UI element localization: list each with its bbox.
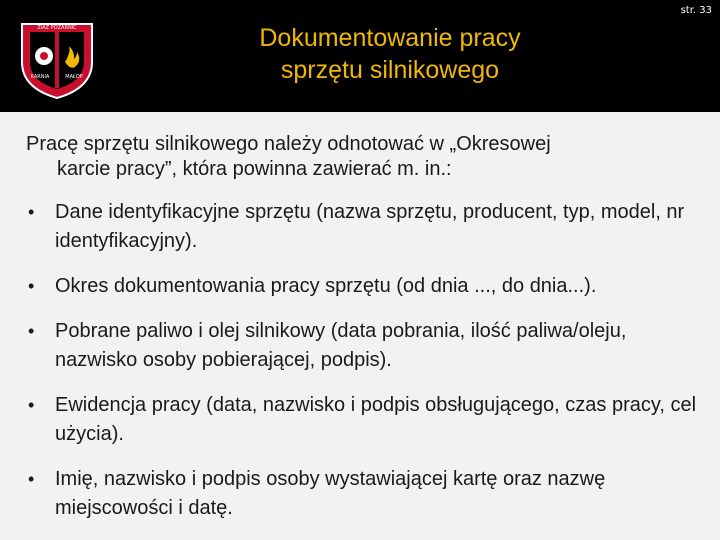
intro-paragraph <box>26 132 704 182</box>
bullet-icon: • <box>28 276 35 296</box>
bullet-icon: • <box>28 395 35 415</box>
bullet-list <box>28 198 708 539</box>
svg-text:MAŁOP: MAŁOP <box>65 74 83 80</box>
intro-line-2: karcie pracy”, która powinna zawierać m. in.: <box>57 158 452 180</box>
list-item: • Dane identyfikacyjne sprzętu (nazwa sprzętu, producent, typ, model, nr identyfikacyjny). <box>28 198 708 256</box>
svg-text:KARNIA: KARNIA <box>30 74 50 80</box>
fire-brigade-emblem-icon <box>16 18 98 100</box>
list-item: • Ewidencja pracy (data, nazwisko i podpis obsługującego, czas pracy, cel użycia). <box>28 391 708 449</box>
bullet-icon: • <box>28 321 35 341</box>
svg-text:ZIAZ POŻARNIC: ZIAZ POŻARNIC <box>37 25 77 31</box>
bullet-icon: • <box>28 469 35 489</box>
slide-title <box>210 22 570 86</box>
title-line-1: Dokumentowanie pracy <box>259 24 521 52</box>
page-number: str. 33 <box>680 5 712 16</box>
list-item: • Imię, nazwisko i podpis osoby wystawiającej kartę oraz nazwę miejscowości i datę. <box>28 465 708 523</box>
intro-line-1: Pracę sprzętu silnikowego należy odnotować w „Okresowej <box>26 133 551 155</box>
list-item: • Okres dokumentowania pracy sprzętu (od dnia ..., do dnia...). <box>28 272 708 301</box>
header-bar <box>0 0 720 112</box>
list-item: • Pobrane paliwo i olej silnikowy (data pobrania, ilość paliwa/oleju, nazwisko osoby pobierającej, podpis). <box>28 317 708 375</box>
bullet-icon: • <box>28 202 35 222</box>
title-line-2: sprzętu silnikowego <box>280 56 500 84</box>
